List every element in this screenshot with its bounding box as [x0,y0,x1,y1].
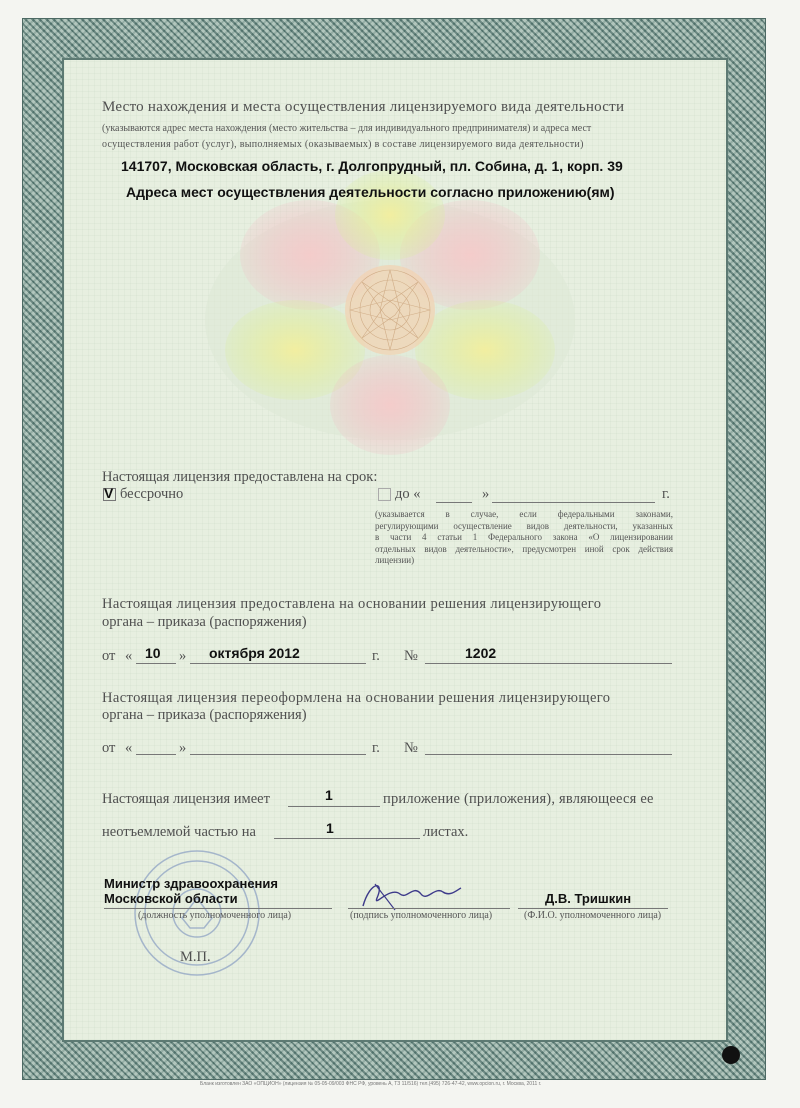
basis-number-line [425,663,672,664]
basis-month-year: октября 2012 [209,645,300,661]
appendix-prefix: Настоящая лицензия имеет [102,791,270,807]
basis-open-quote: « [125,648,133,664]
term-note-line: (указывается в случае, если федеральными законами, [375,509,673,519]
basis-line-2: органа – приказа (распоряжения) [102,614,307,630]
term-label: Настоящая лицензия предоставлена на срок: [102,469,378,485]
sheets-suffix: листах. [423,824,469,840]
term-note [375,509,673,567]
basis-month-line [190,663,366,664]
term-note-line: в части 4 статьи 1 Федерального закона «О лицензировании [375,532,673,542]
reissue-month-line [190,754,366,755]
name-line [518,908,668,909]
until-quote: » [482,486,490,502]
position-line-2: Московской области [104,891,238,906]
unlimited-label: бессрочно [120,486,184,502]
until-checkbox [378,488,391,501]
term-note-line: лицензии) [375,555,415,565]
reissue-year-suffix: г. [372,740,380,756]
basis-day: 10 [145,645,161,661]
basis-line-1: Настоящая лицензия предоставлена на основании решения лицензирующего [102,596,602,612]
appendix-count: 1 [325,787,333,803]
basis-number-label: № [404,648,418,664]
reissue-day-line [136,754,176,755]
license-address: 141707, Московская область, г. Долгопрудный, пл. Собина, д. 1, корп. 39 [121,158,623,174]
position-line [104,908,332,909]
header-title: Место нахождения и места осуществления лицензируемого вида деятельности [102,99,625,115]
signer-name: Д.В. Тришкин [545,891,632,906]
sheets-count: 1 [326,820,334,836]
basis-day-line [136,663,176,664]
until-month-line [492,502,655,503]
sheets-line [274,838,420,839]
signature-line [348,908,510,909]
name-caption: (Ф.И.О. уполномоченного лица) [524,910,662,921]
appendix-count-line [288,806,380,807]
activity-places: Адреса мест осуществления деятельности согласно приложению(ям) [126,184,615,200]
position-caption: (должность уполномоченного лица) [138,910,292,921]
position-line-1: Министр здравоохранения [104,876,278,891]
term-note-line: отдельных видов деятельности», предусмотрен иной срок действия [375,543,673,554]
binding-hole [722,1046,740,1064]
rosette-watermark [200,170,580,470]
basis-from: от [102,648,116,664]
basis-year-suffix: г. [372,648,380,664]
basis-number: 1202 [465,645,497,661]
until-year: г. [662,486,670,502]
reissue-close-quote: » [179,740,187,756]
seal-place-label: М.П. [180,949,211,965]
reissue-from: от [102,740,116,756]
check-mark: V [104,485,114,501]
sheets-prefix: неотъемлемой частью на [102,824,256,840]
until-day-line [436,502,472,503]
reissue-number-label: № [404,740,418,756]
header-caption-2: осуществления работ (услуг), выполняемых (оказываемых) в составе лицензируемого вида деятельности) [102,139,584,150]
signature-caption: (подпись уполномоченного лица) [350,910,493,921]
until-prefix: до « [395,486,421,502]
reissue-line-2: органа – приказа (распоряжения) [102,707,307,723]
basis-close-quote: » [179,648,187,664]
form-footer: Бланк изготовлен ЗАО «ОПЦИОН» (лицензия № 05-05-09/003 ФНС РФ, уровень А, ТЗ 11/516) тел.(495) 726-47-42, www.opcion.ru, г. Москва, 2011 г. [200,1081,542,1087]
term-note-line: регулирующими осуществление видов деятельности, указанных [375,520,673,531]
reissue-line-1: Настоящая лицензия переоформлена на основании решения лицензирующего [102,690,611,706]
header-caption-1: (указываются адрес места нахождения (место жительства – для индивидуального предпринимателя) и адреса мест [102,123,592,134]
appendix-suffix: приложение (приложения), являющееся ее [383,791,654,807]
reissue-open-quote: « [125,740,133,756]
reissue-number-line [425,754,672,755]
